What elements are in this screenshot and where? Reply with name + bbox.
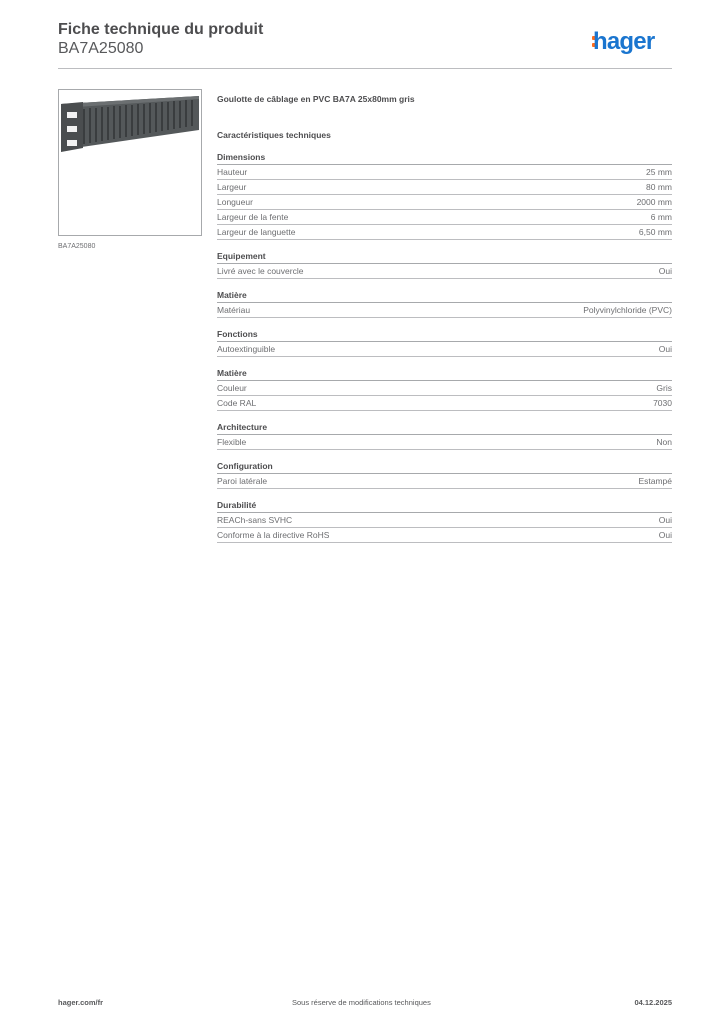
section-title: Matière xyxy=(217,289,672,303)
spec-section xyxy=(217,151,672,240)
section-title: Dimensions xyxy=(217,151,672,165)
document-title: Fiche technique du produit xyxy=(58,21,264,38)
spec-section xyxy=(217,367,672,411)
spec-value: Oui xyxy=(658,266,672,276)
spec-section xyxy=(217,421,672,450)
spec-row xyxy=(217,343,672,357)
spec-value: 25 mm xyxy=(646,167,672,177)
spec-row xyxy=(217,382,672,396)
spec-label: Conforme à la directive RoHS xyxy=(217,530,330,540)
spec-row xyxy=(217,514,672,528)
footer-date: 04.12.2025 xyxy=(634,998,672,1007)
spec-value: Gris xyxy=(656,383,672,393)
spec-label: Code RAL xyxy=(217,398,257,408)
spec-label: Paroi latérale xyxy=(217,476,268,486)
spec-row xyxy=(217,181,672,195)
spec-section xyxy=(217,250,672,279)
spec-row xyxy=(217,265,672,279)
product-reference: BA7A25080 xyxy=(58,40,144,57)
spec-row xyxy=(217,166,672,180)
spec-section xyxy=(217,289,672,318)
spec-row xyxy=(217,529,672,543)
spec-row xyxy=(217,304,672,318)
section-title: Fonctions xyxy=(217,328,672,342)
spec-label: Longueur xyxy=(217,197,253,207)
spec-value: 80 mm xyxy=(646,182,672,192)
spec-label: Flexible xyxy=(217,437,247,447)
section-title: Matière xyxy=(217,367,672,381)
spec-label: Largeur xyxy=(217,182,247,192)
spec-label: Largeur de languette xyxy=(217,227,296,237)
spec-row xyxy=(217,475,672,489)
spec-value: 2000 mm xyxy=(636,197,672,207)
section-title: Architecture xyxy=(217,421,672,435)
spec-value: Polyvinylchloride (PVC) xyxy=(583,305,672,315)
spec-row xyxy=(217,436,672,450)
spec-label: Autoextinguible xyxy=(217,344,276,354)
section-title: Equipement xyxy=(217,250,672,264)
spec-value: Oui xyxy=(658,344,672,354)
footer-website[interactable]: hager.com/fr xyxy=(58,998,104,1007)
spec-label: Matériau xyxy=(217,305,251,315)
spec-section xyxy=(217,460,672,489)
spec-sections xyxy=(217,151,672,543)
section-title: Configuration xyxy=(217,460,672,474)
spec-label: Livré avec le couvercle xyxy=(217,266,304,276)
product-image xyxy=(58,89,202,236)
spec-row xyxy=(217,226,672,240)
spec-section xyxy=(217,328,672,357)
spec-value: 6,50 mm xyxy=(638,227,672,237)
spec-label: REACh-sans SVHC xyxy=(217,515,293,525)
cable-duct-illustration xyxy=(59,90,201,235)
spec-value: Oui xyxy=(658,530,672,540)
spec-row xyxy=(217,196,672,210)
spec-label: Couleur xyxy=(217,383,247,393)
spec-row xyxy=(217,211,672,225)
spec-value: 6 mm xyxy=(650,212,672,222)
characteristics-heading: Caractéristiques techniques xyxy=(217,130,331,140)
spec-value: 7030 xyxy=(653,398,672,408)
footer-disclaimer: Sous réserve de modifications techniques xyxy=(292,998,431,1007)
hager-logo: hager xyxy=(593,28,655,55)
spec-label: Largeur de la fente xyxy=(217,212,289,222)
spec-value: Non xyxy=(656,437,672,447)
spec-row xyxy=(217,397,672,411)
spec-value: Estampé xyxy=(638,476,672,486)
header-divider xyxy=(58,68,672,69)
image-caption: BA7A25080 xyxy=(58,243,96,250)
spec-value: Oui xyxy=(658,515,672,525)
product-name: Goulotte de câblage en PVC BA7A 25x80mm gris xyxy=(217,94,415,104)
spec-label: Hauteur xyxy=(217,167,248,177)
document-header xyxy=(58,20,263,58)
specifications-panel xyxy=(217,93,672,553)
spec-section xyxy=(217,499,672,543)
section-title: Durabilité xyxy=(217,499,672,513)
